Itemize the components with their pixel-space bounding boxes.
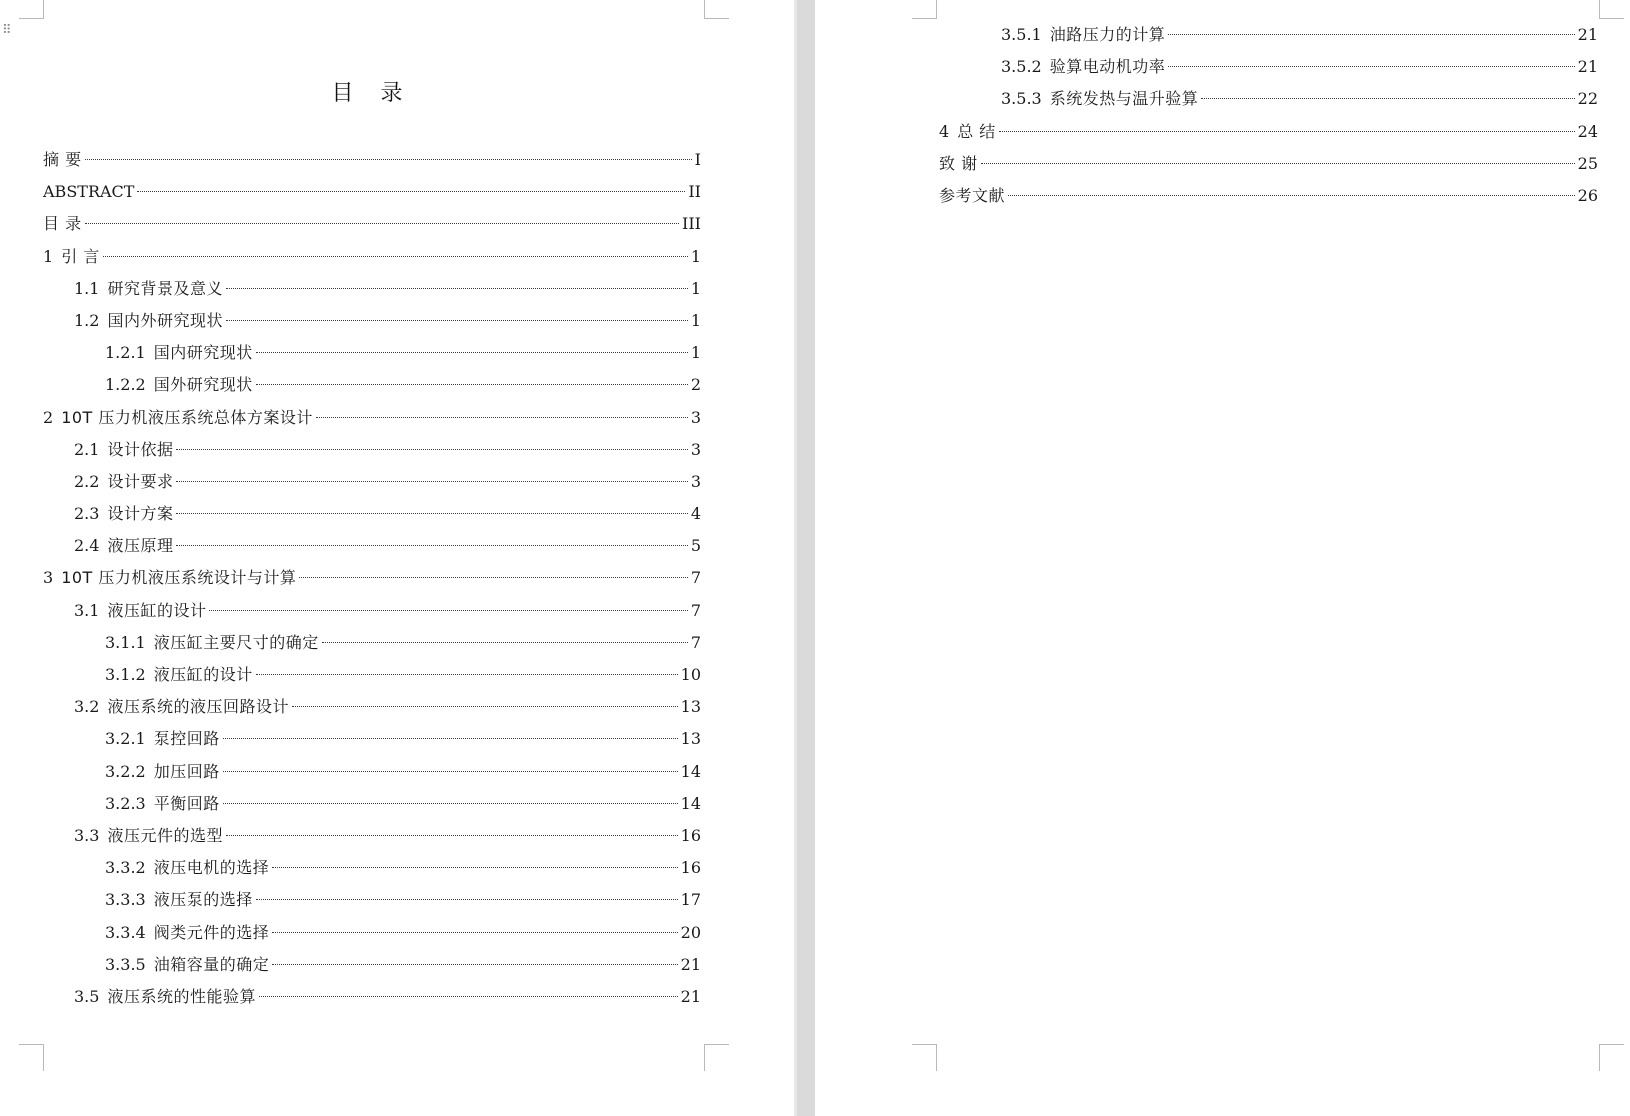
toc-entry-title: 研究背景及意义 bbox=[107, 278, 223, 298]
page-corner-mark bbox=[1599, 1044, 1624, 1071]
toc-dot-leader bbox=[85, 223, 679, 224]
toc-entry-page-number: 4 bbox=[690, 504, 701, 524]
table-move-handle-icon[interactable]: ⠿ bbox=[2, 23, 11, 38]
toc-entry[interactable] bbox=[43, 820, 701, 852]
toc-dot-leader bbox=[272, 867, 677, 868]
toc-entry-title: 系统发热与温升验算 bbox=[1049, 89, 1199, 109]
toc-dot-leader bbox=[176, 449, 687, 450]
toc-entry-number: 2 bbox=[43, 407, 54, 427]
toc-dot-leader bbox=[272, 964, 677, 965]
toc-entry-page-number: 20 bbox=[680, 922, 701, 942]
toc-entry[interactable] bbox=[939, 19, 1598, 51]
toc-entry-page-number: 24 bbox=[1577, 121, 1598, 141]
toc-dot-leader bbox=[223, 771, 678, 772]
toc-entry-number: 3.5.2 bbox=[1001, 57, 1042, 77]
toc-entry-page-number: 1 bbox=[690, 246, 701, 266]
toc-dot-leader bbox=[85, 159, 692, 160]
toc-entry-number: 2.2 bbox=[74, 471, 100, 491]
toc-entry-number: 2.3 bbox=[74, 504, 100, 524]
toc-entry-page-number: I bbox=[694, 150, 701, 169]
toc-entry[interactable] bbox=[43, 981, 701, 1013]
toc-entry-title: 平衡回路 bbox=[153, 793, 220, 813]
toc-heading: 目 录 bbox=[331, 81, 413, 106]
toc-entry-number: 3.2 bbox=[74, 697, 100, 717]
toc-entry-number: 3.5 bbox=[74, 986, 100, 1006]
table-of-contents-left bbox=[43, 144, 701, 1013]
toc-entry-page-number: 10 bbox=[680, 665, 701, 684]
toc-entry-number: 3.2.3 bbox=[105, 793, 146, 813]
toc-entry[interactable] bbox=[43, 691, 701, 723]
toc-entry-page-number: 21 bbox=[680, 954, 701, 974]
toc-entry[interactable] bbox=[43, 756, 701, 788]
toc-entry-number: 3.3.4 bbox=[105, 922, 146, 942]
page-gap bbox=[794, 0, 815, 1116]
toc-dot-leader bbox=[981, 163, 1575, 164]
toc-entry-page-number: 2 bbox=[690, 375, 701, 395]
toc-dot-leader bbox=[256, 352, 688, 353]
document-page-left bbox=[0, 0, 794, 1116]
toc-entry-page-number: 3 bbox=[690, 407, 701, 427]
toc-entry-page-number: 7 bbox=[690, 632, 701, 652]
toc-entry-title: 国内外研究现状 bbox=[107, 310, 223, 330]
toc-entry[interactable] bbox=[43, 627, 701, 659]
toc-dot-leader bbox=[176, 513, 687, 514]
toc-entry-number: 3.2.1 bbox=[105, 729, 146, 749]
toc-entry-number: 3.1.2 bbox=[105, 665, 146, 684]
toc-entry[interactable] bbox=[43, 852, 701, 884]
toc-entry-title: 摘 要 bbox=[43, 150, 82, 169]
page-corner-mark bbox=[19, 0, 44, 19]
toc-entry[interactable] bbox=[43, 434, 701, 466]
toc-entry-number: 3.5.1 bbox=[1001, 25, 1042, 44]
toc-entry[interactable] bbox=[939, 83, 1598, 115]
toc-entry-page-number: 26 bbox=[1577, 185, 1598, 205]
toc-entry[interactable] bbox=[43, 144, 701, 176]
toc-dot-leader bbox=[223, 738, 678, 739]
toc-entry-page-number: 3 bbox=[690, 439, 701, 459]
toc-entry-title: 液压电机的选择 bbox=[153, 858, 270, 878]
toc-entry[interactable] bbox=[939, 51, 1598, 83]
toc-entry-number: 1.1 bbox=[74, 278, 100, 298]
toc-entry-title: 国内研究现状 bbox=[153, 343, 253, 363]
toc-entry-title: 目 录 bbox=[43, 214, 82, 234]
toc-dot-leader bbox=[322, 642, 688, 643]
toc-entry-title: 液压泵的选择 bbox=[153, 890, 253, 910]
toc-entry-page-number: 25 bbox=[1577, 153, 1598, 173]
page-corner-mark bbox=[1599, 0, 1624, 19]
toc-entry-title: 致 谢 bbox=[939, 153, 978, 173]
page-corner-mark bbox=[912, 0, 937, 19]
toc-entry-title: 参考文献 bbox=[939, 185, 1006, 205]
toc-entry-page-number: 7 bbox=[690, 600, 701, 620]
toc-entry[interactable] bbox=[43, 337, 701, 369]
toc-entry-page-number: 21 bbox=[680, 986, 701, 1006]
toc-entry-title: 10T 压力机液压系统总体方案设计 bbox=[61, 407, 313, 427]
toc-entry-page-number: 16 bbox=[680, 858, 701, 878]
toc-entry[interactable] bbox=[43, 788, 701, 820]
toc-dot-leader bbox=[256, 899, 678, 900]
toc-entry-page-number: 3 bbox=[690, 471, 701, 491]
toc-entry-number: 3.5.3 bbox=[1001, 89, 1042, 109]
toc-entry-page-number: 21 bbox=[1577, 57, 1598, 77]
toc-entry-title: 加压回路 bbox=[153, 761, 220, 781]
toc-entry-number: 1 bbox=[43, 246, 54, 266]
toc-entry-title: 设计要求 bbox=[107, 471, 174, 491]
toc-entry-title: 油箱容量的确定 bbox=[153, 954, 270, 974]
toc-dot-leader bbox=[272, 932, 677, 933]
toc-entry[interactable] bbox=[43, 241, 701, 273]
toc-entry[interactable] bbox=[43, 369, 701, 401]
toc-entry-page-number: 14 bbox=[680, 793, 701, 813]
page-corner-mark bbox=[704, 1044, 729, 1071]
toc-entry-title: 设计方案 bbox=[107, 504, 174, 524]
toc-dot-leader bbox=[176, 545, 687, 546]
toc-dot-leader bbox=[137, 191, 685, 192]
page-corner-mark bbox=[704, 0, 729, 19]
toc-entry-title: 液压元件的选型 bbox=[107, 825, 223, 845]
toc-dot-leader bbox=[256, 674, 678, 675]
toc-entry-title: 液压缸的设计 bbox=[107, 600, 207, 620]
toc-entry-page-number: 1 bbox=[690, 343, 701, 363]
toc-entry-page-number: 1 bbox=[690, 310, 701, 330]
toc-entry-number: 4 bbox=[939, 121, 950, 141]
toc-entry-title: 液压系统的性能验算 bbox=[107, 986, 256, 1006]
page-corner-mark bbox=[912, 1044, 937, 1071]
toc-entry-number: 2.1 bbox=[74, 439, 100, 459]
toc-dot-leader bbox=[259, 996, 678, 997]
toc-entry[interactable] bbox=[939, 116, 1598, 148]
toc-entry-title: 油路压力的计算 bbox=[1049, 25, 1166, 44]
toc-dot-leader bbox=[103, 256, 688, 257]
toc-entry-title: 液压缸主要尺寸的确定 bbox=[153, 632, 319, 652]
toc-entry-title: 泵控回路 bbox=[153, 729, 220, 749]
toc-entry-page-number: 7 bbox=[690, 568, 701, 588]
toc-entry-page-number: III bbox=[682, 214, 701, 234]
toc-entry[interactable] bbox=[43, 273, 701, 305]
toc-entry[interactable] bbox=[43, 498, 701, 530]
toc-entry[interactable] bbox=[43, 659, 701, 691]
toc-entry-page-number: 5 bbox=[690, 536, 701, 556]
toc-entry-title: 10T 压力机液压系统设计与计算 bbox=[61, 568, 297, 588]
toc-entry-title: 总 结 bbox=[957, 121, 996, 141]
toc-entry-title: 阀类元件的选择 bbox=[153, 922, 270, 942]
toc-entry-title: 设计依据 bbox=[107, 439, 174, 459]
toc-entry[interactable] bbox=[43, 562, 701, 594]
toc-entry-number: 3.3 bbox=[74, 825, 100, 845]
toc-entry-number: 1.2.1 bbox=[105, 343, 146, 363]
toc-entry[interactable] bbox=[43, 208, 701, 240]
toc-entry[interactable] bbox=[43, 176, 701, 208]
toc-dot-leader bbox=[256, 384, 688, 385]
toc-entry-page-number: 21 bbox=[1577, 25, 1598, 44]
toc-dot-leader bbox=[209, 610, 687, 611]
toc-entry[interactable] bbox=[43, 917, 701, 949]
toc-entry-number: 3.1.1 bbox=[105, 632, 146, 652]
toc-entry[interactable] bbox=[43, 884, 701, 916]
toc-entry-number: 3 bbox=[43, 568, 54, 588]
toc-dot-leader bbox=[999, 131, 1575, 132]
toc-entry[interactable] bbox=[43, 305, 701, 337]
toc-dot-leader bbox=[226, 835, 678, 836]
toc-entry-number: 1.2 bbox=[74, 310, 100, 330]
toc-entry-page-number: 16 bbox=[680, 825, 701, 845]
toc-entry[interactable] bbox=[43, 723, 701, 755]
toc-entry-page-number: 17 bbox=[680, 890, 701, 910]
toc-dot-leader bbox=[1201, 98, 1574, 99]
toc-dot-leader bbox=[292, 706, 678, 707]
toc-entry-page-number: 22 bbox=[1577, 89, 1598, 109]
toc-entry-page-number: 13 bbox=[680, 729, 701, 749]
toc-entry[interactable] bbox=[43, 466, 701, 498]
toc-dot-leader bbox=[226, 288, 688, 289]
toc-entry-title: 液压系统的液压回路设计 bbox=[107, 697, 289, 717]
toc-dot-leader bbox=[316, 417, 688, 418]
toc-entry[interactable] bbox=[43, 402, 701, 434]
page-corner-mark bbox=[19, 1044, 44, 1071]
toc-dot-leader bbox=[1008, 195, 1575, 196]
toc-dot-leader bbox=[1168, 34, 1574, 35]
toc-entry-title: 国外研究现状 bbox=[153, 375, 253, 395]
toc-entry-number: 1.2.2 bbox=[105, 375, 146, 395]
toc-entry-title: 引 言 bbox=[61, 246, 100, 266]
toc-entry-title: 液压缸的设计 bbox=[153, 665, 253, 684]
toc-entry[interactable] bbox=[939, 148, 1598, 180]
toc-dot-leader bbox=[226, 320, 688, 321]
toc-entry-number: 3.3.5 bbox=[105, 954, 146, 974]
table-of-contents-right bbox=[939, 19, 1598, 212]
toc-entry-number: 3.3.2 bbox=[105, 858, 146, 878]
toc-entry-page-number: 1 bbox=[690, 278, 701, 298]
toc-entry-title: 验算电动机功率 bbox=[1049, 57, 1166, 77]
toc-entry[interactable] bbox=[43, 949, 701, 981]
toc-entry-number: 3.1 bbox=[74, 600, 100, 620]
toc-dot-leader bbox=[223, 803, 678, 804]
toc-dot-leader bbox=[299, 577, 687, 578]
toc-entry-page-number: II bbox=[688, 182, 701, 202]
document-page-right bbox=[815, 0, 1630, 1116]
toc-entry-number: 3.3.3 bbox=[105, 890, 146, 910]
toc-entry-page-number: 13 bbox=[680, 697, 701, 717]
toc-entry[interactable] bbox=[43, 530, 701, 562]
toc-entry-title: 液压原理 bbox=[107, 536, 174, 556]
toc-dot-leader bbox=[176, 481, 687, 482]
toc-entry[interactable] bbox=[43, 595, 701, 627]
toc-dot-leader bbox=[1168, 66, 1574, 67]
toc-entry[interactable] bbox=[939, 180, 1598, 212]
toc-entry-number: 3.2.2 bbox=[105, 761, 146, 781]
toc-entry-page-number: 14 bbox=[680, 761, 701, 781]
toc-entry-title: ABSTRACT bbox=[43, 182, 135, 202]
toc-entry-number: 2.4 bbox=[74, 536, 100, 556]
